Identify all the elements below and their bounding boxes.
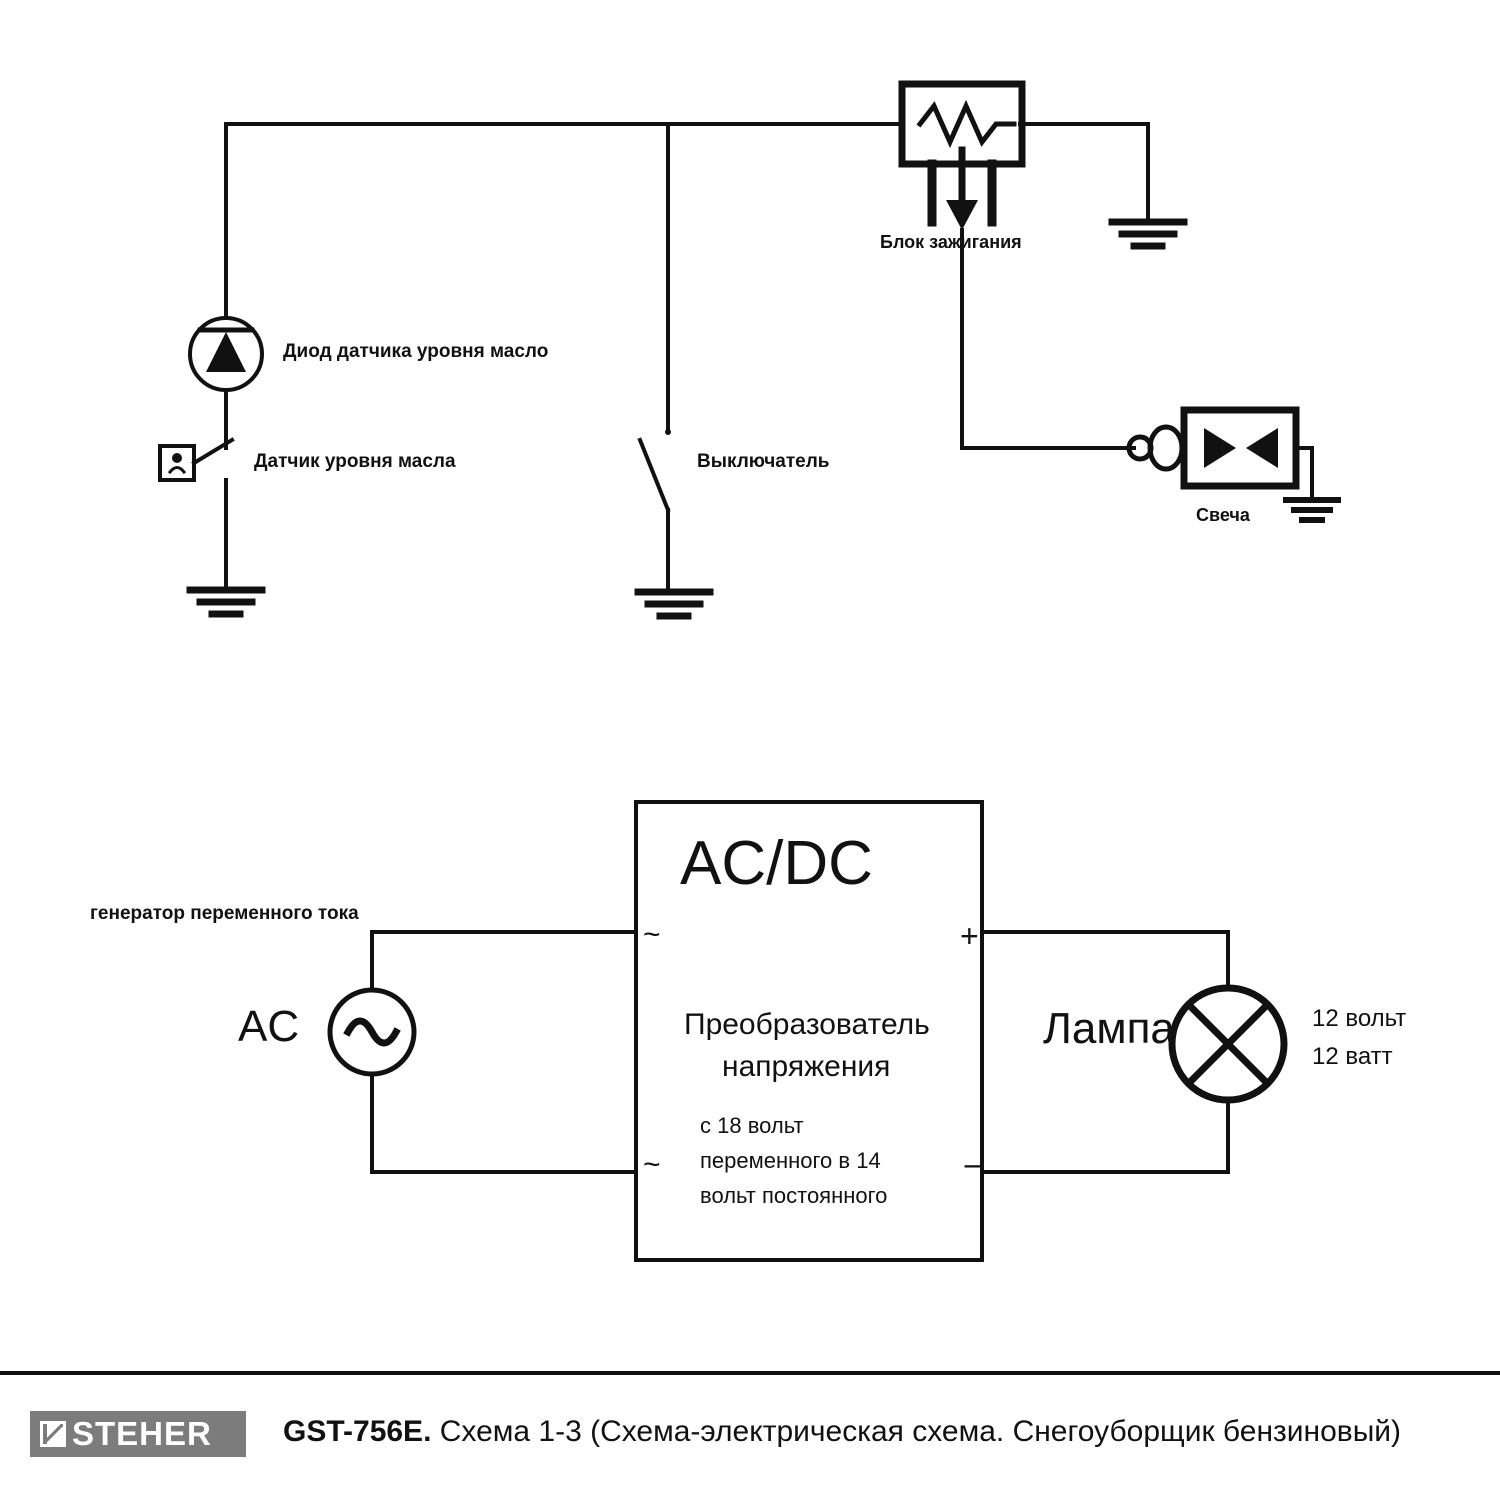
steher-logo-icon <box>40 1421 66 1447</box>
label-spark-plug: Свеча <box>1196 505 1250 525</box>
footer-caption <box>283 1415 1401 1449</box>
brand-name: STEHER <box>72 1415 212 1452</box>
label-ac-source: AC <box>238 1002 300 1051</box>
footer-divider <box>0 1371 1500 1375</box>
ignition-arrow <box>946 200 978 230</box>
brand-badge <box>30 1411 246 1457</box>
label-converter-name-1: Преобразователь <box>684 1008 930 1041</box>
label-converter-spec-1: с 18 вольт <box>700 1113 804 1138</box>
oil-diode-triangle <box>206 332 246 372</box>
label-input-ac-bottom: ~ <box>643 1148 661 1181</box>
label-lamp: Лампа <box>1043 1004 1175 1053</box>
oil-sensor-blade <box>194 440 232 463</box>
label-oil-sensor-diode: Диод датчика уровня масло <box>283 341 549 362</box>
label-output-minus: − <box>963 1148 982 1184</box>
ignition-coil-zigzag <box>920 106 1014 142</box>
wire-ignition-to-plug <box>962 230 1134 448</box>
caption-text: Схема 1-3 (Схема-электрическая схема. Снегоуборщик бензиновый) <box>439 1415 1402 1448</box>
spark-plug-insulator <box>1150 427 1182 469</box>
label-converter-spec-3: вольт постоянного <box>700 1183 888 1208</box>
label-lamp-power: 12 ватт <box>1312 1043 1393 1070</box>
label-switch: Выключатель <box>697 451 830 472</box>
label-lamp-voltage: 12 вольт <box>1312 1005 1407 1032</box>
switch-blade <box>640 440 668 510</box>
label-converter-name-2: напряжения <box>722 1050 891 1083</box>
ac-sine-glyph <box>348 1021 396 1043</box>
model-number: GST-756E. <box>283 1415 432 1448</box>
label-oil-level-sensor: Датчик уровня масла <box>254 451 456 472</box>
spark-plug-body <box>1184 410 1296 486</box>
label-input-ac-top: ~ <box>643 918 661 951</box>
label-output-plus: + <box>960 918 979 954</box>
label-generator: генератор переменного тока <box>90 903 359 924</box>
label-ignition-block: Блок зажигания <box>880 232 1022 252</box>
label-converter-title: AC/DC <box>680 829 873 898</box>
label-converter-spec-2: переменного в 14 <box>700 1148 881 1173</box>
